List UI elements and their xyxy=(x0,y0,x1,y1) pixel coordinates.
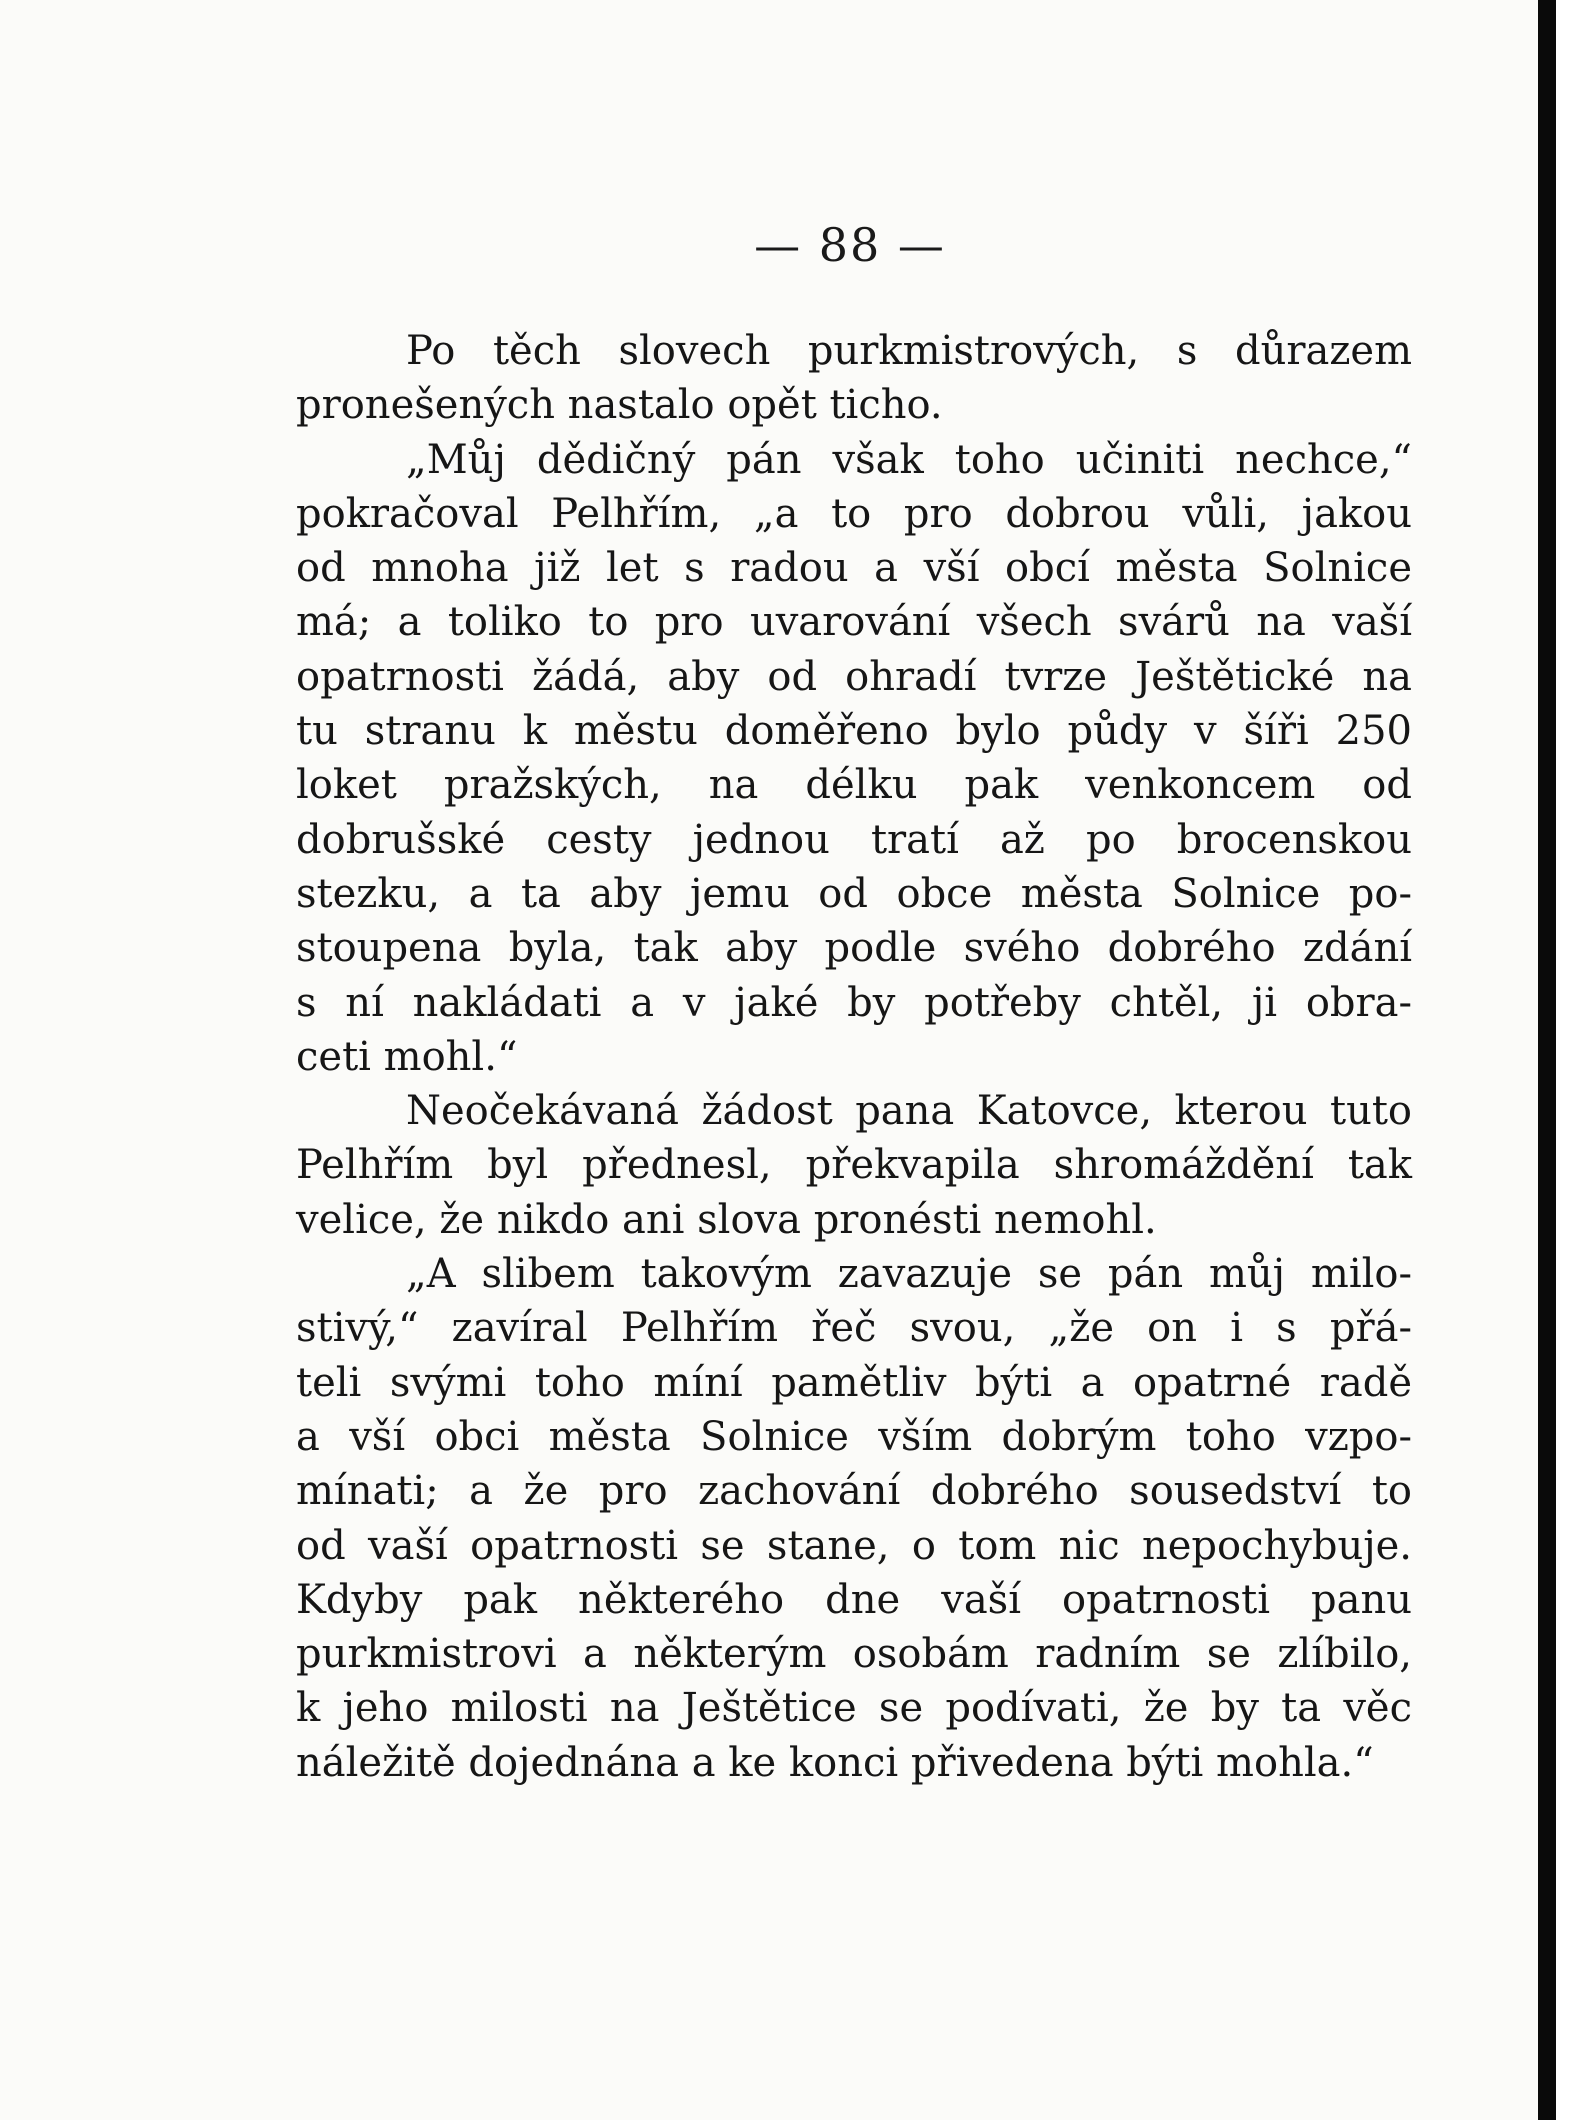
page-number: — 88 — xyxy=(754,218,946,272)
text-line: Pelhřím byl přednesl, překvapila shromáždění tak xyxy=(296,1142,1412,1189)
text-line: Kdyby pak některého dne vaší opatrnosti panu xyxy=(296,1576,1412,1623)
text-line: má; a toliko to pro uvarování všech svárů na vaší xyxy=(296,599,1412,646)
text-line: stivý,“ zavíral Pelhřím řeč svou, „že on i s přá- xyxy=(296,1305,1412,1352)
text-line: opatrnosti žádá, aby od ohradí tvrze Ještětické na xyxy=(296,653,1412,700)
text-line: teli svými toho míní pamětliv býti a opatrné radě xyxy=(296,1359,1412,1406)
text-line: ceti mohl.“ xyxy=(296,1033,518,1080)
text-line: s ní nakládati a v jaké by potřeby chtěl, ji obra- xyxy=(296,979,1412,1026)
text-line: Po těch slovech purkmistrových, s důrazem xyxy=(406,328,1412,374)
text-line: tu stranu k městu doměřeno bylo půdy v šíři 250 xyxy=(296,708,1412,755)
text-line: stoupena byla, tak aby podle svého dobrého zdání xyxy=(296,925,1412,972)
text-line: pronešených nastalo opět ticho. xyxy=(296,382,943,429)
text-line: od mnoha již let s radou a vší obcí města Solnice xyxy=(296,545,1412,592)
text-line: „A slibem takovým zavazuje se pán můj milo- xyxy=(406,1251,1412,1298)
text-line: dobrušské cesty jednou tratí až po brocenskou xyxy=(296,816,1412,863)
text-line: a vší obci města Solnice vším dobrým toho vzpo- xyxy=(296,1413,1412,1460)
text-line: od vaší opatrnosti se stane, o tom nic nepochybuje. xyxy=(296,1522,1412,1569)
text-line: mínati; a že pro zachování dobrého sousedství to xyxy=(296,1468,1412,1515)
text-line: loket pražských, na délku pak venkoncem od xyxy=(296,762,1412,809)
scan-margin xyxy=(1556,0,1588,2120)
text-line: k jeho milosti na Ještětice se podívati, že by ta věc xyxy=(296,1685,1412,1732)
text-line: pokračoval Pelhřím, „a to pro dobrou vůli, jakou xyxy=(296,490,1412,537)
page-edge-shadow xyxy=(1538,0,1556,2120)
text-line: velice, že nikdo ani slova pronésti nemohl. xyxy=(296,1196,1157,1243)
text-line: Neočekávaná žádost pana Katovce, kterou tuto xyxy=(406,1088,1412,1135)
text-line: purkmistrovi a některým osobám radním se zlíbilo, xyxy=(296,1631,1412,1678)
text-line: „Můj dědičný pán však toho učiniti nechce,“ xyxy=(406,436,1412,483)
body-text xyxy=(296,324,1412,1790)
text-line: stezku, a ta aby jemu od obce města Solnice po- xyxy=(296,870,1412,917)
text-line: náležitě dojednána a ke konci přivedena býti mohla.“ xyxy=(296,1739,1374,1786)
